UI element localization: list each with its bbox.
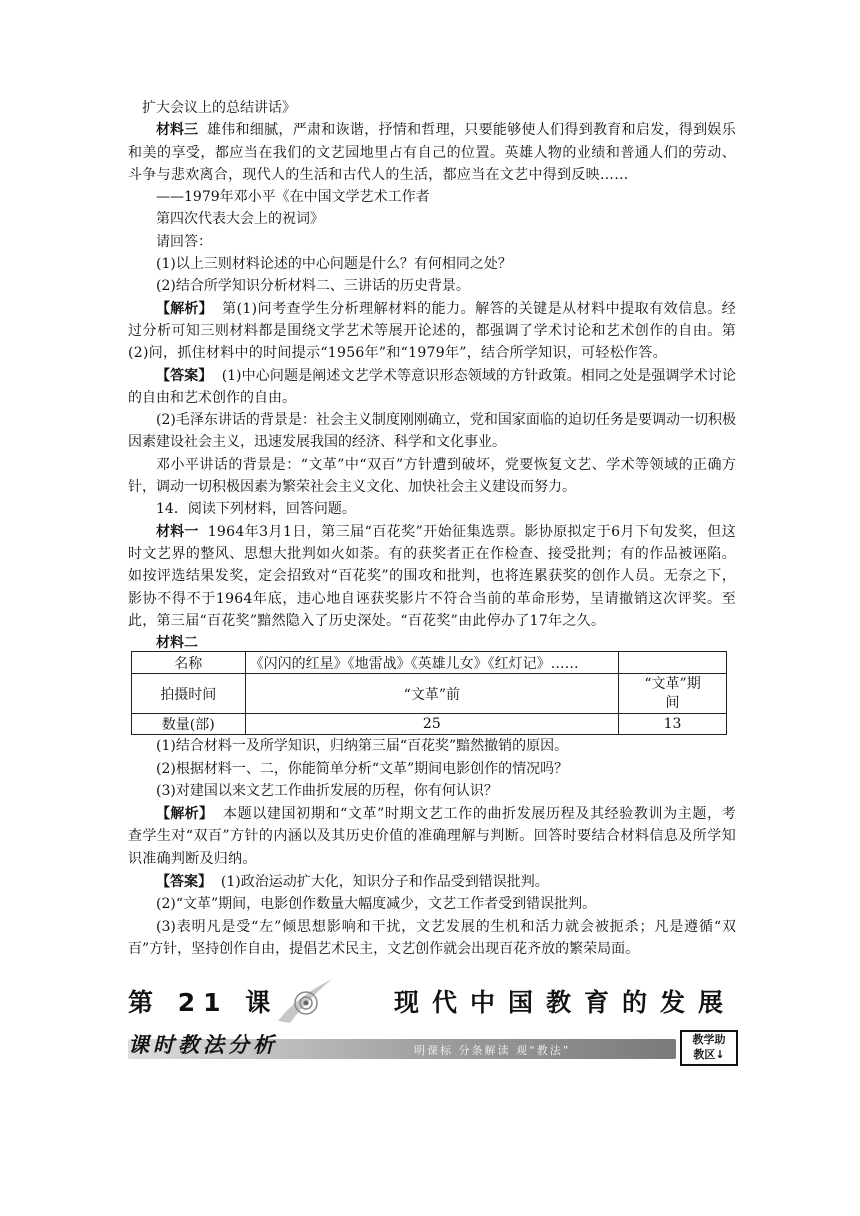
question-14: 14．阅读下列材料，回答问题。 [156, 501, 356, 518]
table-cell: 拍摄时间 [132, 674, 246, 714]
analysis-label: 【解析】 [156, 300, 213, 317]
table-cell [619, 674, 727, 714]
analysis-paragraph [128, 298, 736, 365]
table-row [132, 652, 727, 674]
analysis-label: 【解析】 [156, 805, 214, 822]
lesson-number: 第 21 课 [128, 988, 279, 1017]
analysis-body: 本题以建国初期和“文革”时期文艺工作的曲折发展历程及其经验教训为主题，考查学生对“双百”方针的内涵以及其历史价值的准确理解与判断。回答时要结合材料信息及所学知识准确判断及归纳。 [128, 805, 737, 867]
table-cell: 数量(部) [132, 714, 246, 735]
table-cell: 名称 [132, 652, 246, 674]
lesson-heading [128, 983, 736, 1023]
question-14-1: (1)结合材料一及所学知识，归纳第三届“百花奖”黯然撤销的原因。 [156, 738, 569, 754]
lesson-title: 现代中国教育的发展 [393, 988, 736, 1017]
material-3 [128, 119, 736, 186]
table-cell: 13 [619, 714, 727, 735]
prompt-answer: 请回答： [156, 233, 212, 250]
answer-label: 【答案】 [156, 367, 213, 384]
question-14-3: (3)对建国以来文艺工作曲折发展的历程，你有何认识？ [156, 783, 498, 800]
films-table [131, 651, 727, 735]
material-3-label: 材料三 [156, 122, 198, 139]
answer-3: (3)表明凡是受“左”倾思想影响和干扰，文艺发展的生机和活力就会被扼杀；凡是遵循“双百”方针，坚持创作自由，提倡艺术民主，文艺创作就会出现百花齐放的繁荣局面。 [128, 918, 736, 958]
teaching-aid-line-1: 教学助 [692, 1033, 726, 1046]
material-1-body: 1964年3月1日，第三届“百花奖”开始征集选票。影协原拟定于6月下旬发奖，但这时文艺界的整风、思想大批判如火如荼。有的获奖者正在作检查、接受批判；有的作品被诬陷。如按评选结果发奖，定会招致对“百花奖”的围攻和批判，也将连累获奖的创作人员。无奈之下，影协不得不于1964年底，违心地自诬获奖影片不符合当前的革命形势，呈请撤销这次评奖。至此，第三届“百花奖”黯然隐入了历史深处。“百花奖”由此停办了17年之久。 [128, 523, 737, 629]
answer-label: 【答案】 [156, 873, 212, 890]
answer-1: (1)中心问题是阐述文艺学术等意识形态领域的方针政策。相同之处是强调学术讨论的自由和艺术创作的自由。 [128, 367, 736, 406]
question-1: (1)以上三则材料论述的中心问题是什么？有何相同之处？ [156, 256, 512, 273]
answer-2: (2)毛泽东讲话的背景是：社会主义制度刚刚确立，党和国家面临的迫切任务是要调动一切积极因素建设社会主义，迅速发展我国的经济、科学和文化事业。 [128, 412, 736, 451]
question-14-2: (2)根据材料一、二，你能简单分析“文革”期间电影创作的情况吗？ [156, 760, 569, 777]
table-cell-line: 间 [665, 694, 680, 711]
material-2-label: 材料二 [156, 635, 198, 652]
banner-title: 课时教法分析 [128, 1033, 278, 1057]
target-emblem-icon [276, 977, 336, 1027]
source-continuation: 扩大会议上的总结讲话》 [142, 100, 296, 116]
material-3-body: 雄伟和细腻，严肃和诙谐，抒情和哲理，只要能够使人们得到教育和启发，得到娱乐和美的享受，都应当在我们的文艺园地里占有自己的位置。英雄人物的业绩和普通人们的劳动、斗争与悲欢离合，现代人的生活和古代人的生活，都应当在文艺中得到反映…… [128, 122, 737, 183]
section-banner [128, 1029, 736, 1063]
material-3-source-2: 第四次代表大会上的祝词》 [156, 211, 324, 228]
table-cell: “文革”前 [245, 674, 619, 714]
answer-1: (1)政治运动扩大化，知识分子和作品受到错误批判。 [220, 873, 549, 890]
lower-text-block [128, 735, 736, 961]
answer-paragraph-1 [128, 871, 736, 894]
table-cell: 25 [245, 714, 619, 735]
answer-paragraph-1 [128, 365, 736, 410]
analysis-body: 第(1)问考查学生分析理解材料的能力。解答的关键是从材料中提取有效信息。经过分析可知三则材料都是围绕文学艺术等展开论述的，都强调了学术讨论和艺术创作的自由。第(2)问，抓住材料中的时间提示“1956年”和“1979年”，结合所学知识，可轻松作答。 [128, 300, 737, 362]
analysis-paragraph [128, 803, 736, 871]
material-1-label: 材料一 [156, 523, 199, 540]
material-1 [128, 521, 736, 632]
table-row [132, 674, 727, 714]
table-cell [619, 652, 727, 674]
teaching-aid-box [680, 1030, 738, 1066]
table-cell: 《闪闪的红星》《地雷战》《英雄儿女》《红灯记》…… [245, 652, 619, 674]
question-2: (2)结合所学知识分析材料二、三讲话的历史背景。 [156, 278, 470, 295]
material-3-source-1: ——1979年邓小平《在中国文学艺术工作者 [156, 189, 430, 206]
banner-subtitle: 明课标 分条解读 观“教法” [414, 1044, 571, 1057]
teaching-aid-line-2: 教区↓ [693, 1048, 725, 1061]
answer-3: 邓小平讲话的背景是：“文革”中“双百”方针遭到破坏，党要恢复文艺、学术等领域的正确方针，调动一切积极因素为繁荣社会主义文化、加快社会主义建设而努力。 [128, 456, 736, 496]
table-row [132, 714, 727, 735]
answer-2: (2)“文革”期间，电影创作数量大幅度减少，文艺工作者受到错误批判。 [156, 896, 597, 913]
upper-text-block [128, 97, 736, 654]
table-cell-line: “文革”期 [644, 675, 701, 692]
